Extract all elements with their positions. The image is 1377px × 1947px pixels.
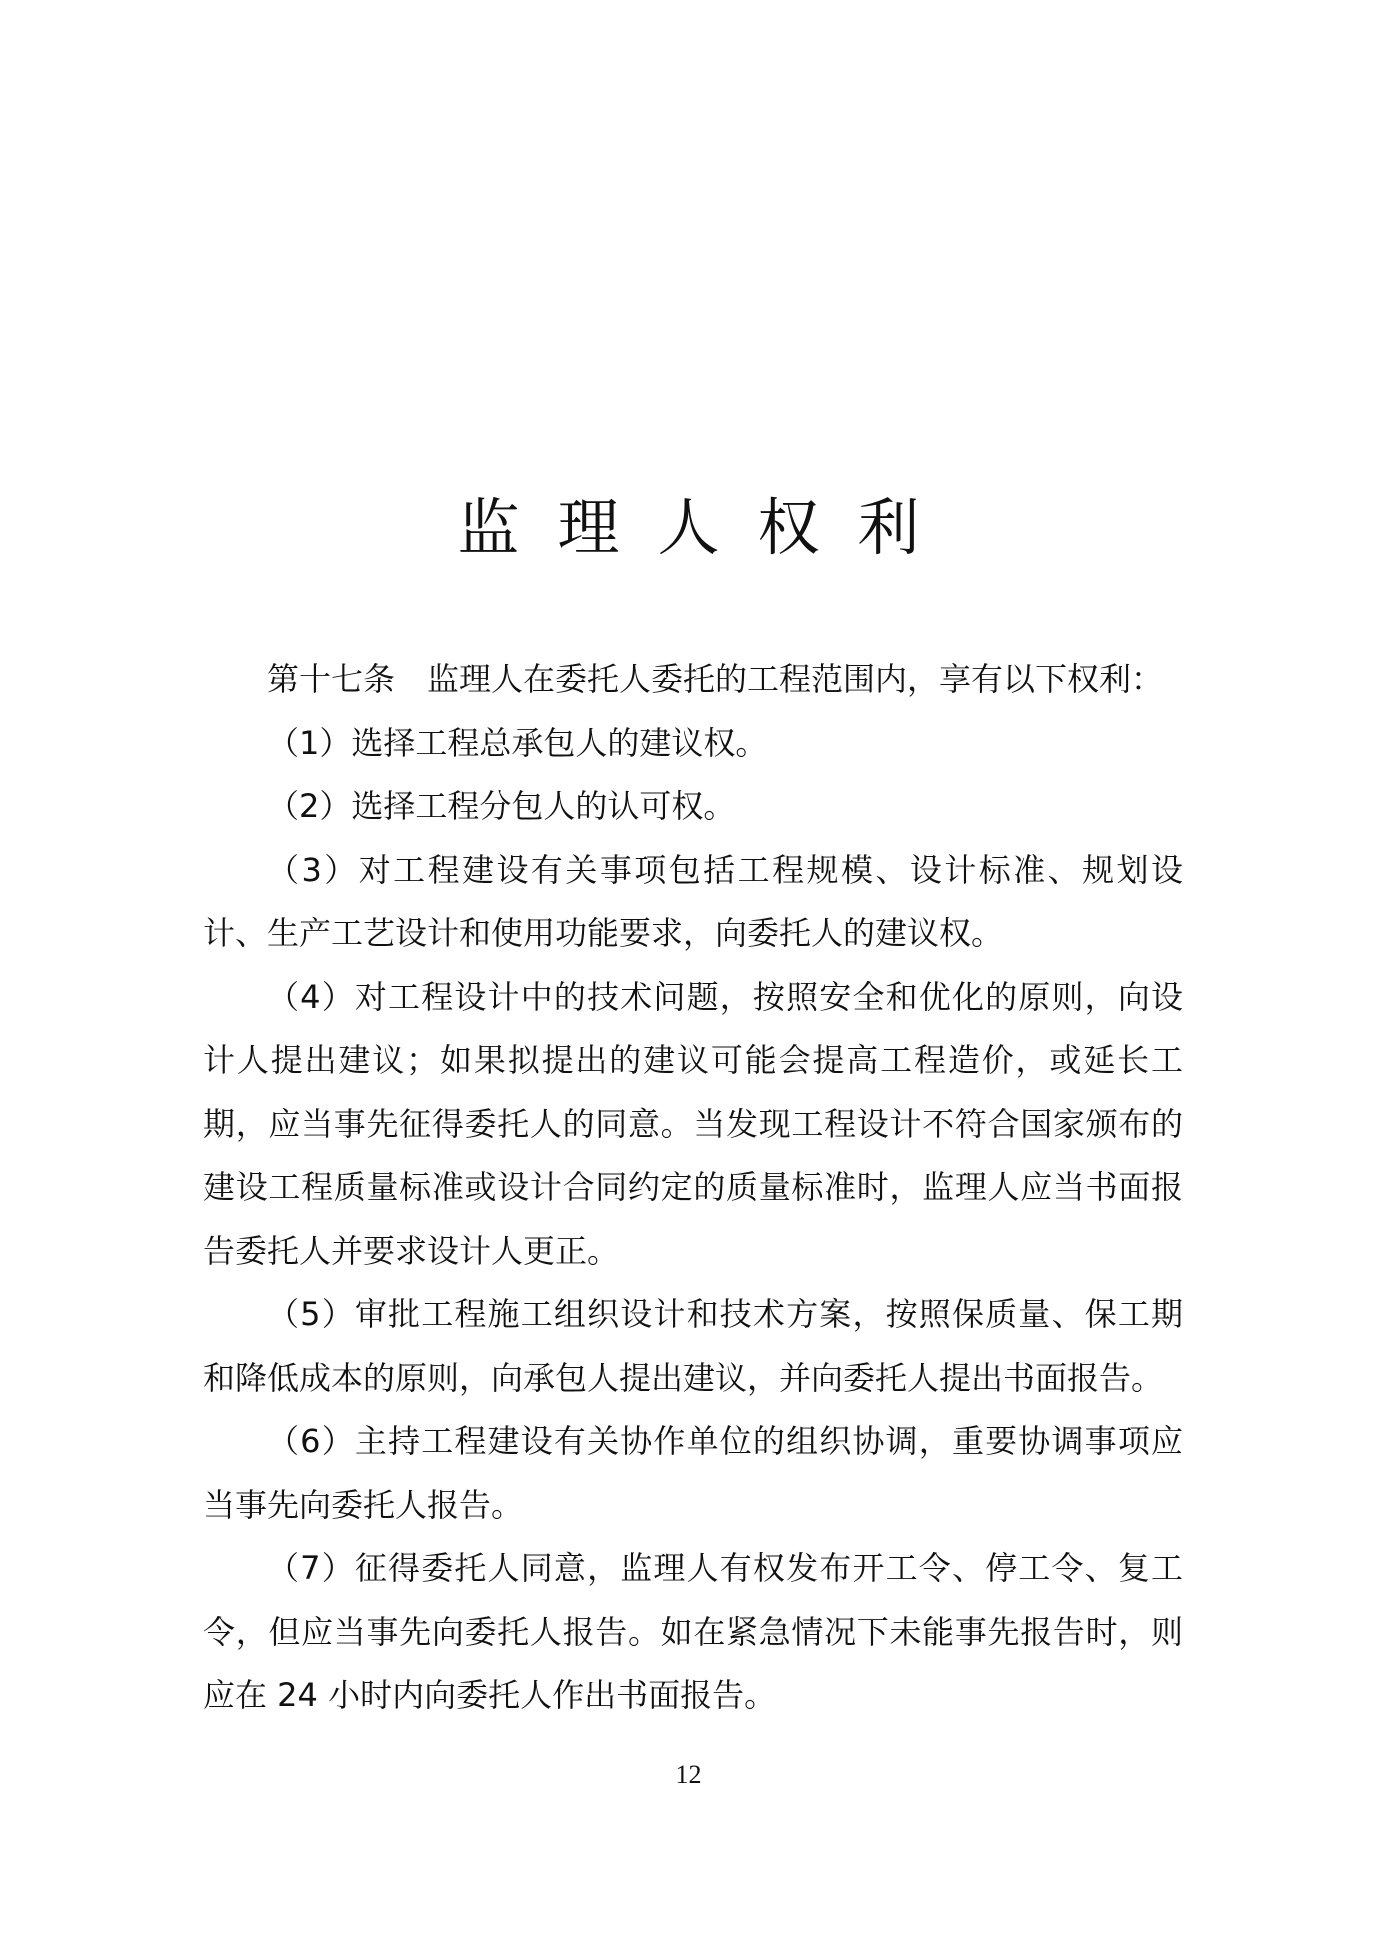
right-item-1: （1）选择工程总承包人的建议权。: [267, 723, 768, 762]
article-17-intro: 第十七条 监理人在委托人委托的工程范围内，享有以下权利：: [267, 660, 1164, 698]
right-item-3: （3）对工程建设有关事项包括工程规模、设计标准、规划设计、生产工艺设计和使用功能要求，向委托人的建议权。: [203, 850, 1183, 952]
document-body: [203, 648, 1183, 1728]
page-title: 监理人权利: [457, 491, 958, 564]
right-item-6: （6）主持工程建设有关协作单位的组织协调，重要协调事项应当事先向委托人报告。: [203, 1422, 1183, 1524]
right-item-5: （5）审批工程施工组织设计和技术方案，按照保质量、保工期和降低成本的原则，向承包人提出建议，并向委托人提出书面报告。: [203, 1295, 1183, 1397]
right-item-7: （7）征得委托人同意，监理人有权发布开工令、停工令、复工令，但应当事先向委托人报告。如在紧急情况下未能事先报告时，则应在 24 小时内向委托人作出书面报告。: [203, 1549, 1183, 1714]
right-item-4: （4）对工程设计中的技术问题，按照安全和优化的原则，向设计人提出建议；如果拟提出的建议可能会提高工程造价，或延长工期，应当事先征得委托人的同意。当发现工程设计不符合国家颁布的建设工程质量标准或设计合同约定的质量标准时，监理人应当书面报告委托人并要求设计人更正。: [203, 977, 1183, 1270]
page-number: 12: [675, 1760, 702, 1789]
right-item-2: （2）选择工程分包人的认可权。: [267, 787, 736, 825]
